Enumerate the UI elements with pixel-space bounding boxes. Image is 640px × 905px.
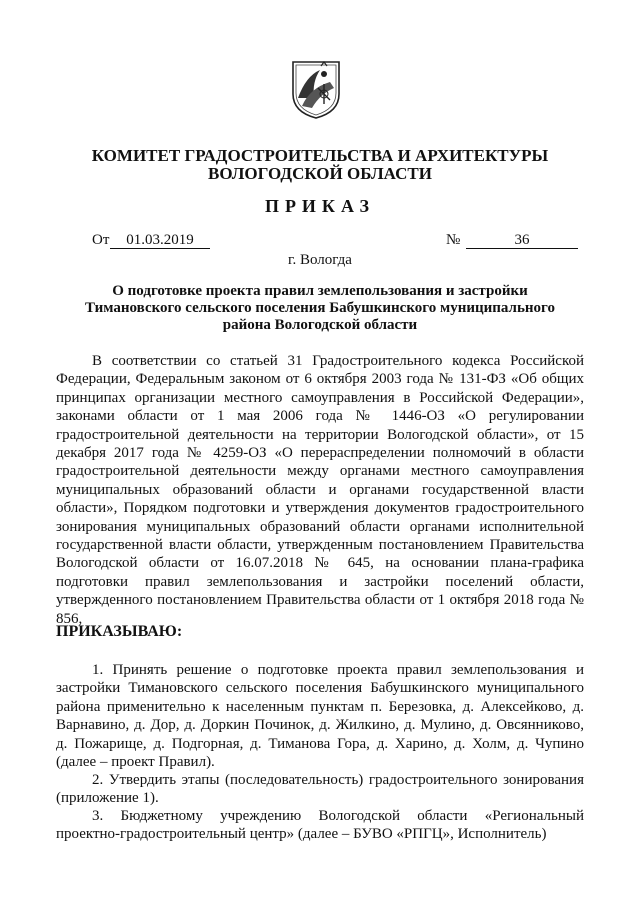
organization-name-line2: ВОЛОГОДСКОЙ ОБЛАСТИ <box>208 164 432 183</box>
date-label: От <box>92 232 110 248</box>
number-value: 36 <box>466 232 578 249</box>
number-label: № <box>446 232 461 248</box>
document-type: ПРИКАЗ <box>264 196 376 216</box>
order-item-2: 2. Утвердить этапы (последовательность) градостроительного зонирования (приложение 1). <box>56 772 584 807</box>
document-title: О подготовке проекта правил землепользования и застройки Тимановского сельского поселения Бабушкинского муниципального района Вологодской области <box>85 283 555 333</box>
order-item-1: 1. Принять решение о подготовке проекта правил землепользования и застройки Тимановского сельского поселения Бабушкинского муниципального района применительно к населенным пунктам п. Березовка, д. Алексейково, д. Варнавино, д. Дор, д. Доркин Починок, д. Жилкино, д. Мулино, д. Овсянниково, д. Пожарище, д. Подгорная, д. Тиманова Гора, д. Харино, д. Холм, д. Чупино (далее – проект Правил). <box>56 662 584 771</box>
order-word: ПРИКАЗЫВАЮ: <box>56 623 183 640</box>
organization-name-line1: КОМИТЕТ ГРАДОСТРОИТЕЛЬСТВА И АРХИТЕКТУРЫ <box>91 146 549 165</box>
preamble-paragraph: В соответствии со статьей 31 Градостроительного кодекса Российской Федерации, Федеральным законом от 6 октября 2003 года № 131-ФЗ «Об общих принципах организации местного самоуправления в Российской Федерации», законами области от 1 мая 2006 года № 1446-ОЗ «О регулировании градостроительной деятельности на территории Вологодской области», от 15 декабря 2017 года № 4259-ОЗ «О перераспределении полномочий в области градостроительной деятельности между органами местного самоуправления муниципальных образований области и органами государственной власти области», Порядком подготовки и утверждения документов градостроительного зонирования муниципальных образований области органами исполнительной государственной власти области, утвержденным постановлением Правительства Вологодской области от 16.07.2018 № 645, на основании плана-графика подготовки правил землепользования и застройки поселений области, утвержденного постановлением Правительства области от 1 октября 2018 года № 856, <box>56 353 584 627</box>
date-value: 01.03.2019 <box>110 232 210 249</box>
vologda-coat-of-arms-icon <box>290 58 342 120</box>
order-item-3: 3. Бюджетному учреждению Вологодской области «Региональный проектно-градостроительный центр» (далее – БУВО «РПГЦ», Исполнитель) <box>56 808 584 843</box>
city: г. Вологда <box>288 252 352 268</box>
